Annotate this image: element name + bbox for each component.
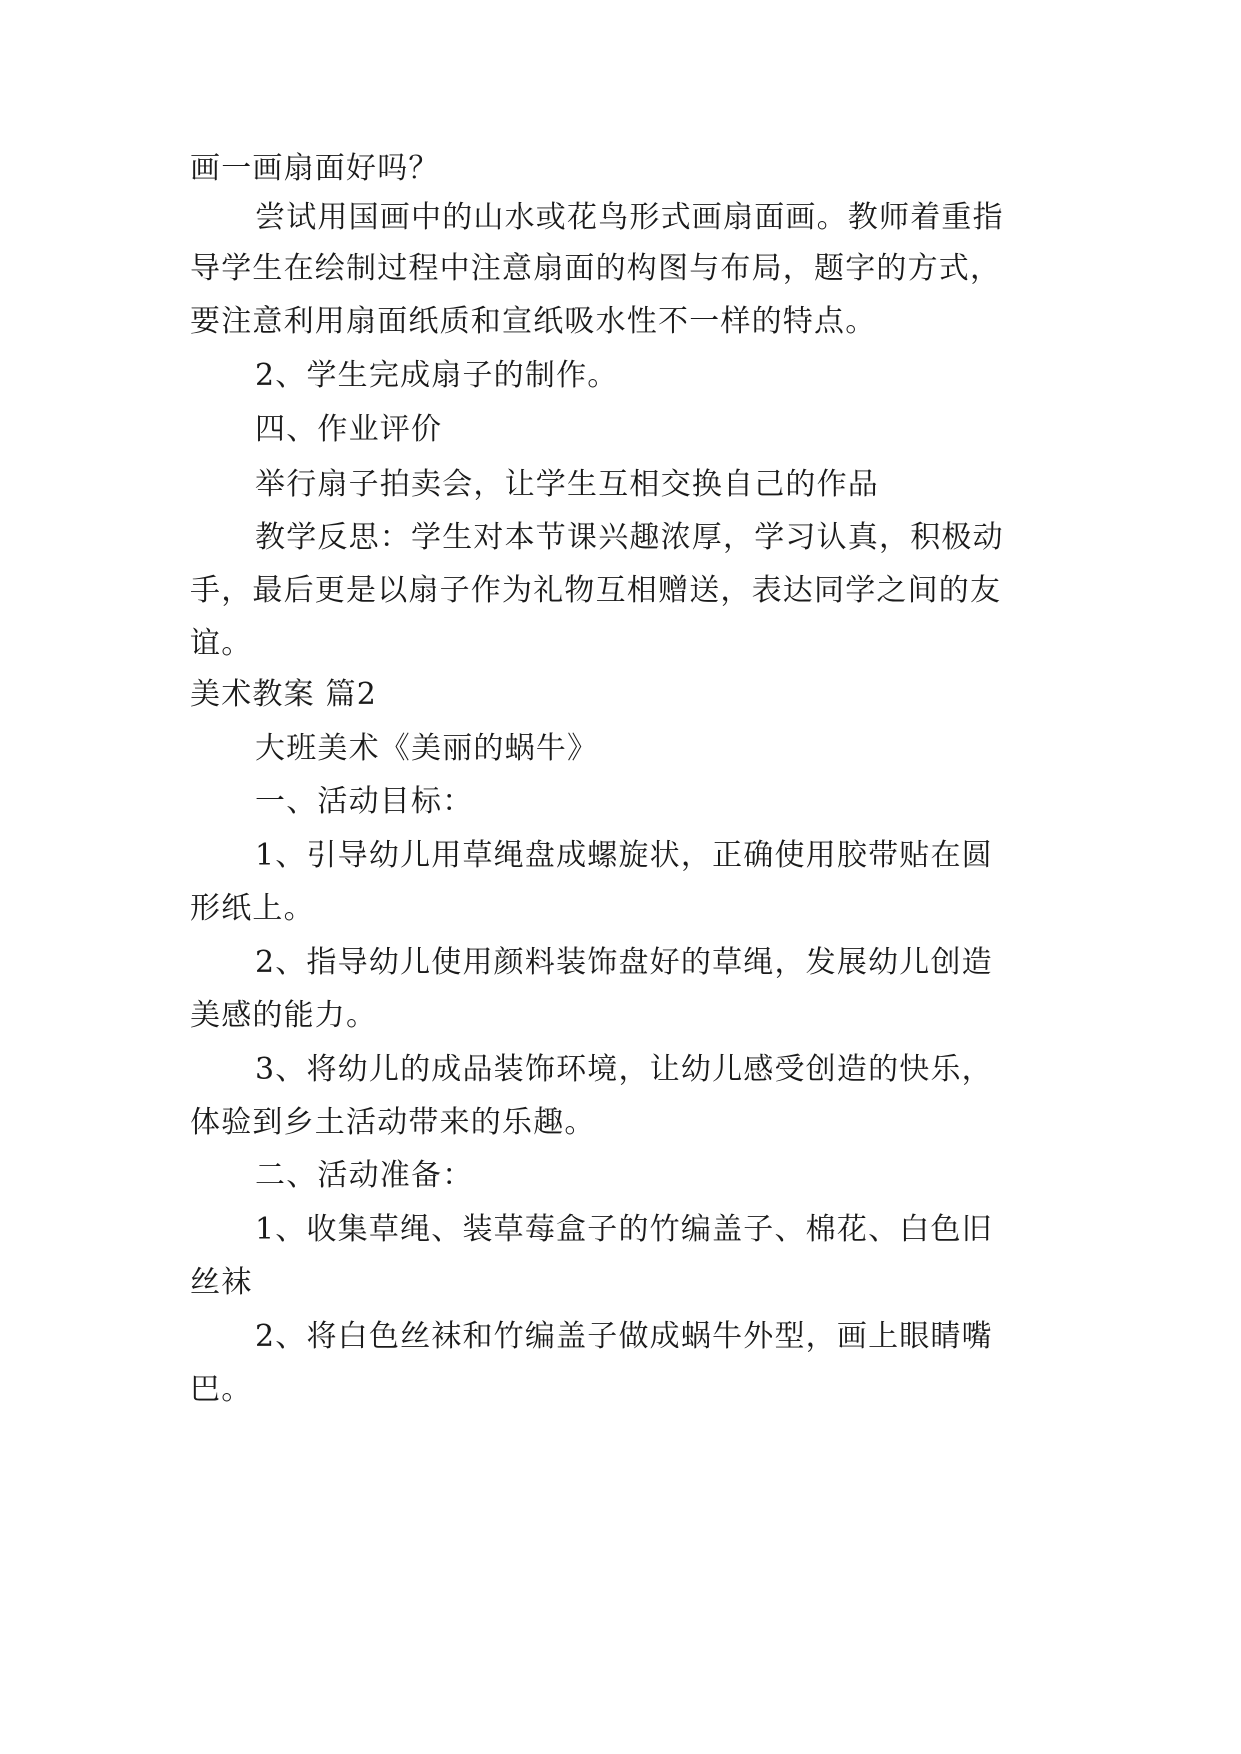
text-line: 形纸上。 [190, 891, 315, 926]
paragraph-line: 2、学生完成扇子的制作。 [255, 358, 619, 393]
paragraph-line: 3、将幼儿的成品装饰环境，让幼儿感受创造的快乐， [255, 1052, 993, 1087]
paragraph-line: 尝试用国画中的山水或花鸟形式画扇面画。教师着重指 [255, 200, 1004, 235]
paragraph-line: 1、引导幼儿用草绳盘成螺旋状，正确使用胶带贴在圆 [255, 838, 993, 873]
text-line: 要注意利用扇面纸质和宣纸吸水性不一样的特点。 [190, 304, 877, 339]
paragraph-line: 2、指导幼儿使用颜料装饰盘好的草绳，发展幼儿创造 [255, 945, 993, 980]
paragraph-line: 1、收集草绳、装草莓盒子的竹编盖子、棉花、白色旧 [255, 1212, 993, 1247]
paragraph-line: 教学反思：学生对本节课兴趣浓厚，学习认真，积极动 [255, 520, 1004, 555]
section-title: 美术教案 篇2 [190, 677, 378, 712]
text-line: 巴。 [190, 1372, 253, 1407]
text-line: 体验到乡土活动带来的乐趣。 [190, 1105, 596, 1140]
text-line: 丝袜 [190, 1265, 253, 1300]
section-heading: 二、活动准备： [255, 1158, 474, 1193]
text-line: 美感的能力。 [190, 998, 378, 1033]
paragraph-line: 举行扇子拍卖会，让学生互相交换自己的作品 [255, 467, 879, 502]
section-heading: 四、作业评价 [255, 412, 443, 447]
text-line: 谊。 [190, 626, 253, 661]
paragraph-line: 2、将白色丝袜和竹编盖子做成蜗牛外型，画上眼睛嘴 [255, 1319, 993, 1354]
text-line: 画一画扇面好吗？ [190, 151, 440, 186]
text-line: 导学生在绘制过程中注意扇面的构图与布局，题字的方式， [190, 251, 1002, 286]
section-heading: 一、活动目标： [255, 784, 474, 819]
lesson-title: 大班美术《美丽的蜗牛》 [255, 731, 599, 766]
text-line: 手，最后更是以扇子作为礼物互相赠送，表达同学之间的友 [190, 573, 1002, 608]
